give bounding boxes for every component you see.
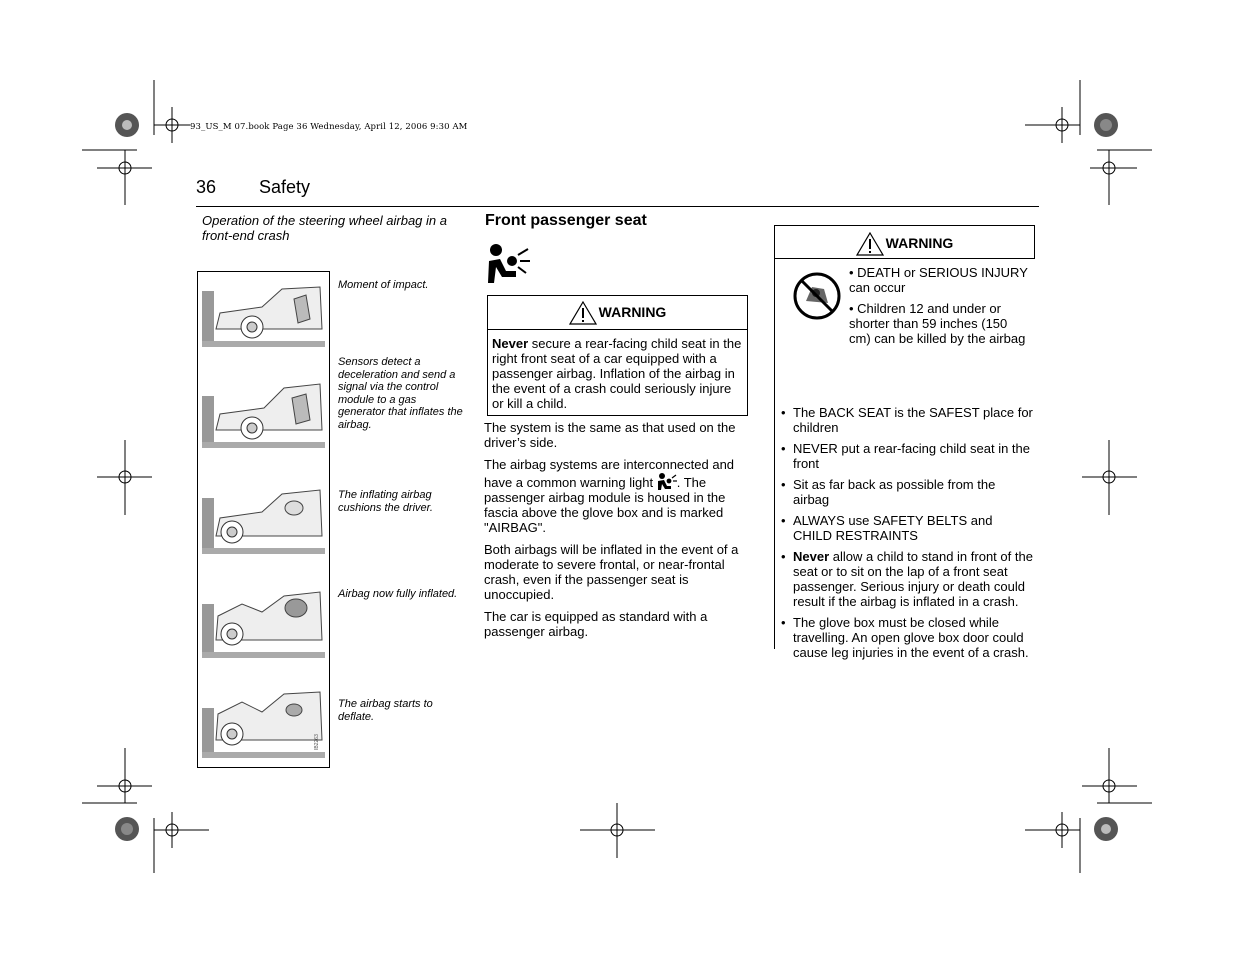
- crash-figure-5: [202, 690, 325, 758]
- paragraph-2-start: The airbag systems are interconnected and have a common warning light: [484, 457, 735, 490]
- paragraph-3: Both airbags will be inflated in the event of a moderate to severe frontal, or near-frontal crash, even if the passenger seat is unoccupied.: [484, 542, 739, 602]
- figure-caption-3: The inflating airbag cushions the driver.: [338, 489, 433, 514]
- right-warning-panel: [774, 225, 1035, 660]
- icon-item-2: • Children 12 and under or shorter than 59 inches (150 cm) can be killed by the airbag: [849, 301, 1026, 346]
- bullet-item-never: [778, 549, 1035, 609]
- right-warning-header: [774, 225, 1035, 259]
- bullet-item: • ALWAYS use SAFETY BELTS and CHILD RESTRAINTS: [778, 513, 1035, 543]
- figure-caption-5: The airbag starts to deflate.: [338, 698, 433, 723]
- bullet-item: • NEVER put a rear-facing child seat in the front: [778, 441, 1035, 471]
- page-number: 36: [196, 177, 217, 197]
- warning-header: [488, 296, 747, 330]
- slug-line: 93_US_M 07.book Page 36 Wednesday, April 12, 2006 9:30 AM: [190, 122, 468, 132]
- paragraph-4: The car is equipped as standard with a passenger airbag.: [484, 609, 708, 639]
- paragraph-1: The system is the same as that used on the driver’s side.: [484, 420, 736, 450]
- warning-triangle-icon: [856, 232, 884, 256]
- figure-caption-1: Moment of impact.: [338, 279, 429, 291]
- warning-bold-lead: Never: [492, 336, 529, 351]
- bullet-item: • The glove box must be closed while travelling. An open glove box door could cause leg injuries in the event of a crash.: [778, 615, 1035, 660]
- no-child-seat-icon: [792, 271, 842, 321]
- figure-caption-4: Airbag now fully inflated.: [338, 588, 458, 600]
- never-text: allow a child to stand in front of the seat or to sit on the lap of a front seat passenger. Serious injury or death could result if the airbag is inflated in a crash.: [793, 549, 1033, 609]
- warning-light-icon: [657, 472, 677, 490]
- figure-caption-2: Sensors detect a deceleration and send a signal via the control module to a gas generator that inflates the airbag.: [338, 356, 463, 431]
- warning-text: secure a rear-facing child seat in the right front seat of a car equipped with a passenger airbag. Inflation of the airbag in the event of a crash could seriously injure or kill a child.: [492, 336, 742, 411]
- warning-bullet-list: [778, 405, 1035, 660]
- section-title: Safety: [259, 177, 311, 197]
- bullet-item: • The BACK SEAT is the SAFEST place for children: [778, 405, 1035, 435]
- right-warning-body: [774, 259, 1035, 660]
- crash-figure-4: [202, 590, 325, 658]
- warning-title: WARNING: [598, 304, 667, 320]
- right-warning-title: WARNING: [885, 235, 954, 251]
- intro-caption: Operation of the steering wheel airbag in a front-end crash: [202, 213, 447, 243]
- warning-box: [487, 295, 748, 416]
- paragraph-2: [484, 457, 752, 535]
- crash-figure-2: [202, 380, 325, 448]
- never-bold: Never: [793, 549, 830, 564]
- airbag-warning-icon: [486, 241, 532, 285]
- paragraph-2-end: . The passenger airbag module is housed in the fascia above the glove box and is marked "AIRBAG".: [484, 475, 726, 535]
- body-text: [484, 420, 752, 646]
- bullet-item: • Sit as far back as possible from the airbag: [778, 477, 1035, 507]
- warning-body: [488, 330, 747, 411]
- crash-figure-1: [202, 279, 325, 347]
- section-heading: Front passenger seat: [485, 212, 647, 229]
- crash-figure-3: [202, 486, 325, 554]
- warning-triangle-icon: [569, 301, 597, 325]
- icon-item-1: • DEATH or SERIOUS INJURY can occur: [849, 265, 1028, 295]
- figure-code: IB2263: [314, 734, 320, 750]
- header-rule: [196, 206, 1039, 207]
